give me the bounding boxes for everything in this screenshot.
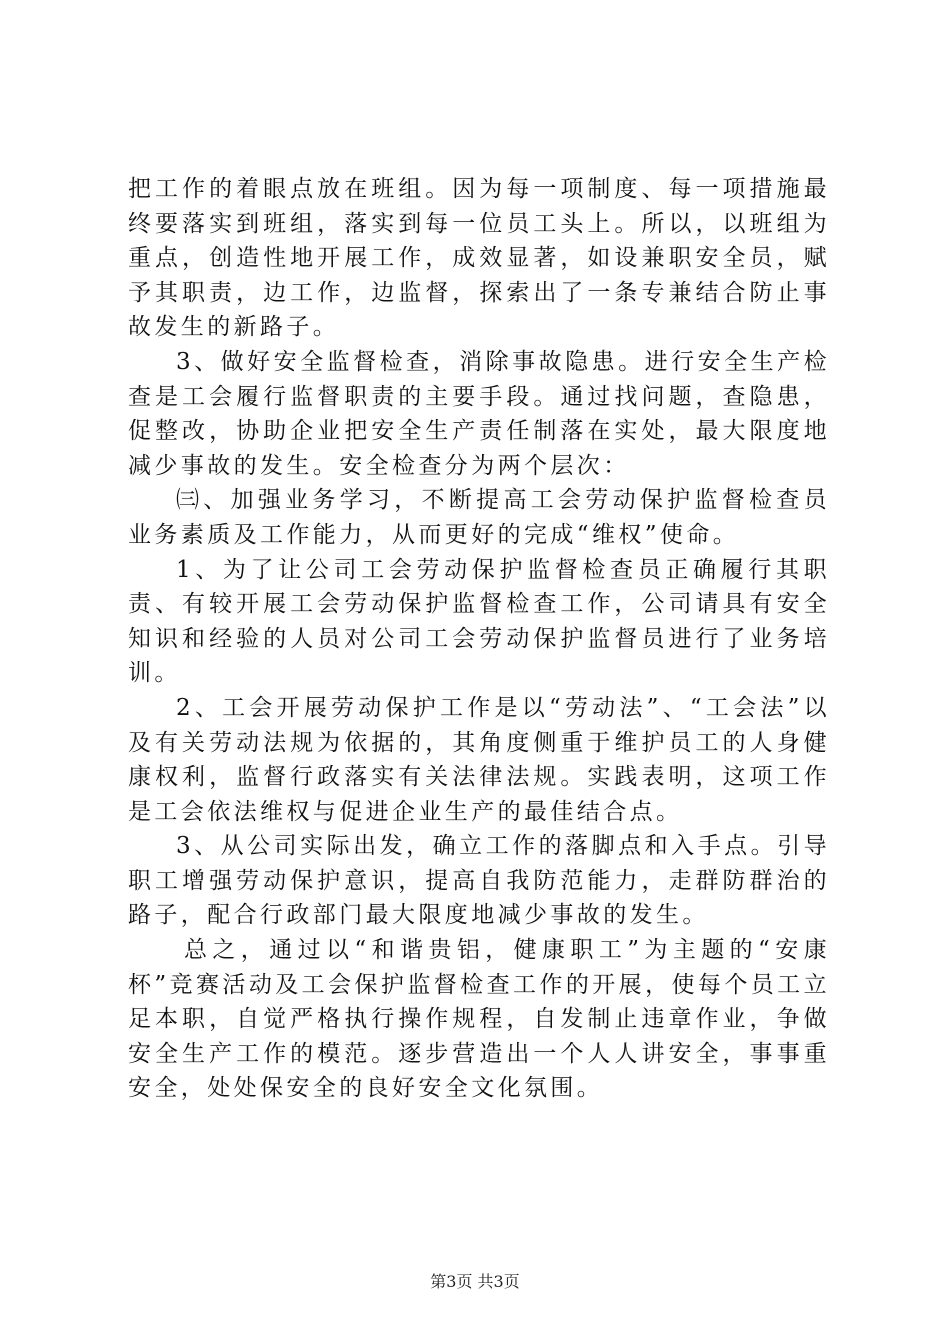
document-body: [128, 172, 830, 1106]
paragraph-item-three: 3、从公司实际出发，确立工作的落脚点和入手点。引导职工增强劳动保护意识，提高自我防范能力，走群防群治的路子，配合行政部门最大限度地减少事故的发生。: [128, 833, 830, 929]
page-footer: 第3页 共3页: [430, 1272, 520, 1291]
paragraph-item-two: 2、工会开展劳动保护工作是以“劳动法”、“工会法”以及有关劳动法规为依据的，其角度侧重于维护员工的人身健康权利，监督行政落实有关法律法规。实践表明，这项工作是工会依法维权与促进企业生产的最佳结合点。: [128, 694, 830, 825]
paragraph-safety-inspection: 3、做好安全监督检查，消除事故隐患。进行安全生产检查是工会履行监督职责的主要手段。通过找问题，查隐患，促整改，协助企业把安全生产责任制落在实处，最大限度地减少事故的发生。安全检查分为两个层次：: [128, 348, 830, 479]
paragraph-section-three-heading: ㈢、加强业务学习，不断提高工会劳动保护监督检查员业务素质及工作能力，从而更好的完成“维权”使命。: [128, 487, 830, 548]
paragraph-continuation: 把工作的着眼点放在班组。因为每一项制度、每一项措施最终要落实到班组，落实到每一位员工头上。所以，以班组为重点，创造性地开展工作，成效显著，如设兼职安全员，赋予其职责，边工作，边监督，探索出了一条专兼结合防止事故发生的新路子。: [128, 176, 830, 341]
paragraph-conclusion: 总之，通过以“和谐贵铝，健康职工”为主题的“安康杯”竞赛活动及工会保护监督检查工作的开展，使每个员工立足本职，自觉严格执行操作规程，自发制止违章作业，争做安全生产工作的模范。逐步营造出一个人人讲安全，事事重安全，处处保安全的良好安全文化氛围。: [128, 937, 830, 1102]
paragraph-item-one: 1、为了让公司工会劳动保护监督检查员正确履行其职责、有较开展工会劳动保护监督检查工作，公司请具有安全知识和经验的人员对公司工会劳动保护监督员进行了业务培训。: [128, 556, 830, 687]
